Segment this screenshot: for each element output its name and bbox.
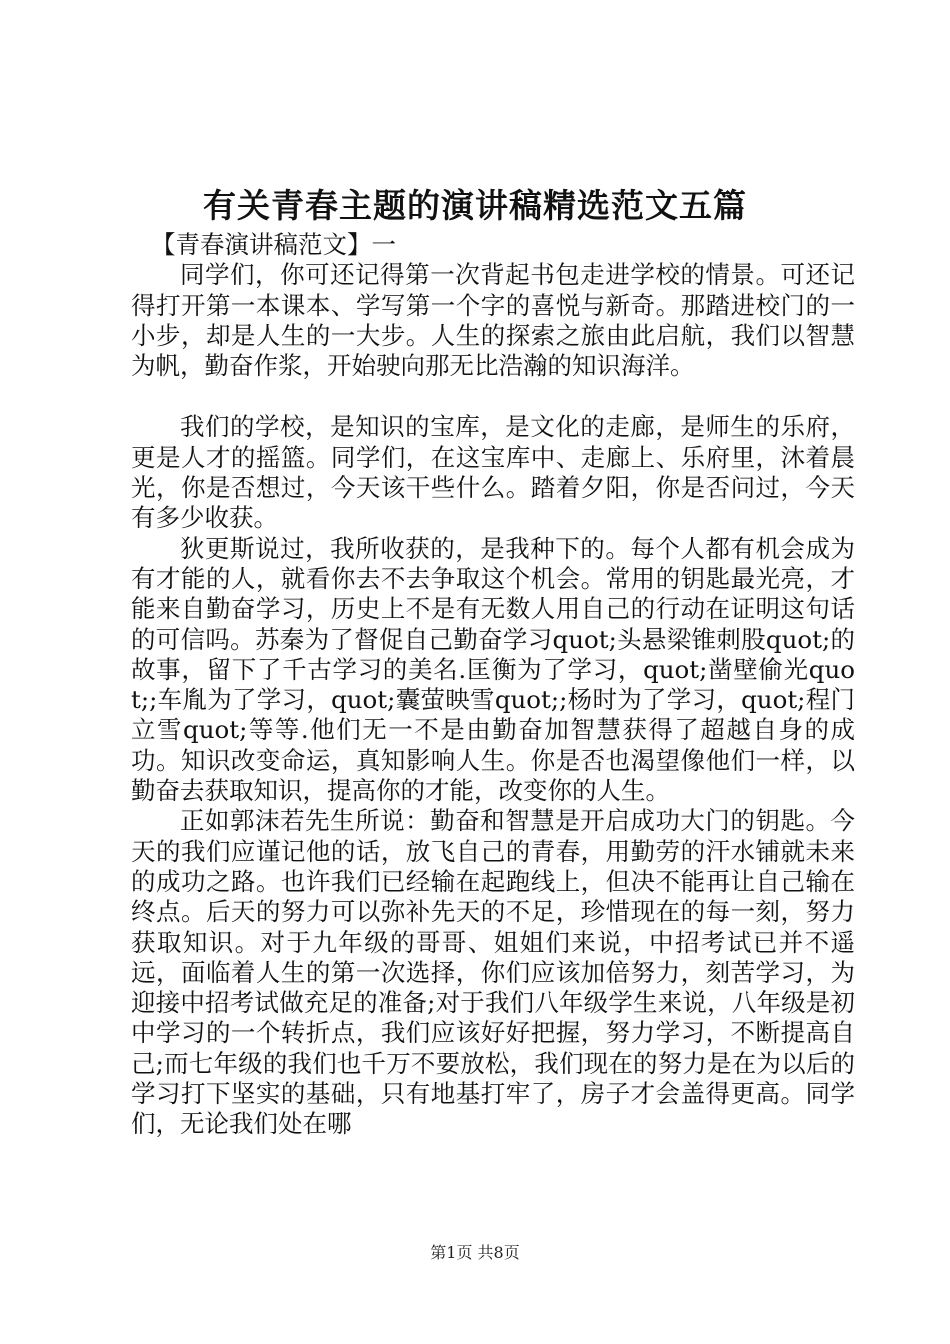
- document-body: [131, 230, 855, 1140]
- document-title: 有关青春主题的演讲稿精选范文五篇: [203, 186, 747, 225]
- paragraph-3: 狄更斯说过，我所收获的，是我种下的。每个人都有机会成为有才能的人，就看你去不去争取这个机会。常用的钥匙最光亮，才能来自勤奋学习，历史上不是有无数人用自己的行动在证明这句话的可信吗。苏秦为了督促自己勤奋学习quot;头悬梁锥刺股quot;的故事，留下了千古学习的美名.匡衡为了学习，quot;凿壁偷光quot;;车胤为了学习，quot;囊萤映雪quot;;杨时为了学习，quot;程门立雪quot;等等.他们无一不是由勤奋加智慧获得了超越自身的成功。知识改变命运，真知影响人生。你是否也渴望像他们一样，以勤奋去获取知识，提高你的才能，改变你的人生。: [131, 533, 855, 806]
- section-heading: 【青春演讲稿范文】一: [151, 230, 396, 259]
- paragraph-2: 我们的学校，是知识的宝库，是文化的走廊，是师生的乐府，更是人才的摇篮。同学们，在这宝库中、走廊上、乐府里，沐着晨光，你是否想过，今天该干些什么。踏着夕阳，你是否问过，今天有多少收获。: [131, 412, 855, 533]
- page-number-footer: 第1页 共8页: [430, 1243, 520, 1262]
- paragraph-1: 同学们，你可还记得第一次背起书包走进学校的情景。可还记得打开第一本课本、学写第一个字的喜悦与新奇。那踏进校门的一小步，却是人生的一大步。人生的探索之旅由此启航，我们以智慧为帆，勤奋作浆，开始驶向那无比浩瀚的知识海洋。: [131, 260, 855, 381]
- paragraph-spacer: [131, 381, 855, 412]
- paragraph-4: 正如郭沫若先生所说：勤奋和智慧是开启成功大门的钥匙。今天的我们应谨记他的话，放飞自己的青春，用勤劳的汗水铺就未来的成功之路。也许我们已经输在起跑线上，但决不能再让自己输在终点。后天的努力可以弥补先天的不足，珍惜现在的每一刻，努力获取知识。对于九年级的哥哥、姐姐们来说，中招考试已并不遥远，面临着人生的第一次选择，你们应该加倍努力，刻苦学习，为迎接中招考试做充足的准备;对于我们八年级学生来说，八年级是初中学习的一个转折点，我们应该好好把握，努力学习，不断提高自己;而七年级的我们也千万不要放松，我们现在的努力是在为以后的学习打下坚实的基础，只有地基打牢了，房子才会盖得更高。同学们，无论我们处在哪: [131, 806, 855, 1139]
